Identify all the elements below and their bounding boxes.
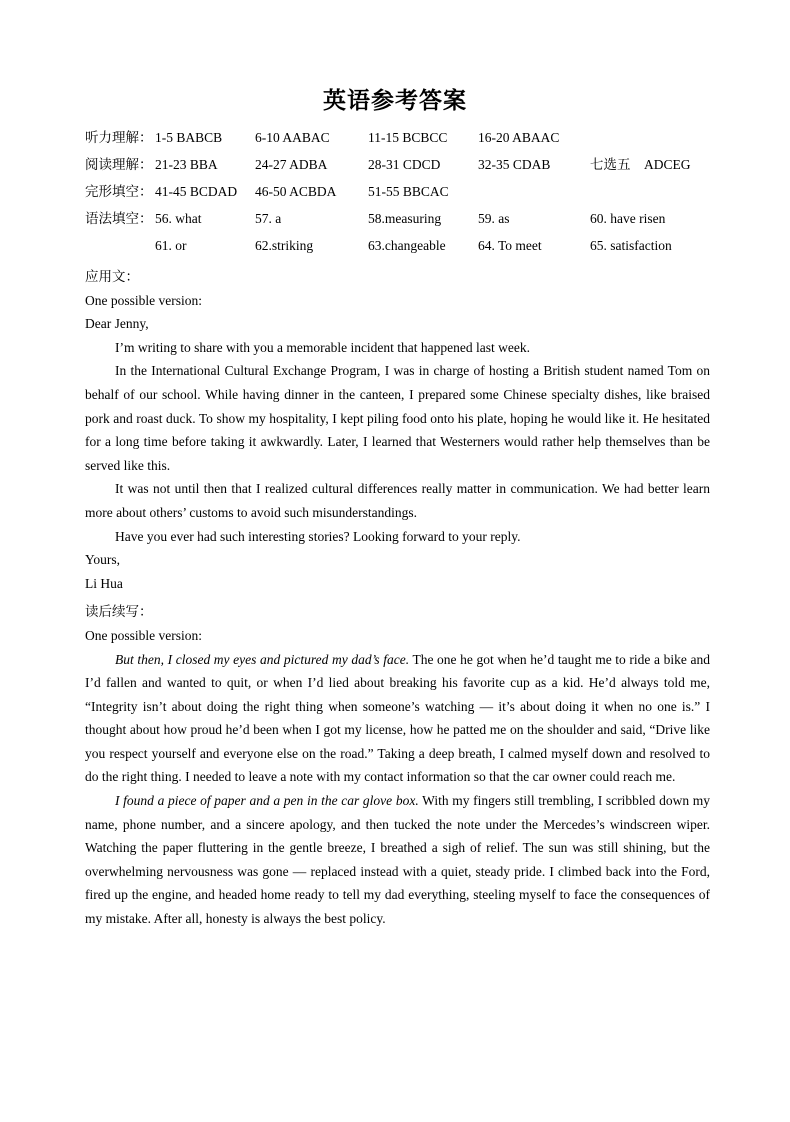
answer-cell	[590, 124, 790, 151]
letter-salutation: Dear Jenny,	[85, 316, 149, 332]
letter-paragraph: Have you ever had such interesting stories? Looking forward to your reply.	[115, 528, 521, 544]
answer-cell: 6-10 AABAC	[255, 130, 330, 145]
paragraph-body: The one he got when he’d taught me to ride a bike and I’d fallen and wanted to quit, or when I’d lied about breaking his favorite cup as a kid. He’d always told me, “Integrity isn’t about doing the right thing when someone’s watching — it’s about doing it when no one is.” I thought about how proud he’d been when I got my license, how he patted me on the shoulder and said, “Drive like you respect yourself and everyone else on the road.” Taking a deep breath, I calmed myself down and resolved to do the right thing. I needed to leave a note with my contact information so that the car owner could reach me.	[85, 651, 710, 785]
continuation-writing-section	[85, 600, 710, 930]
answer-cell	[478, 178, 590, 205]
applied-writing-version-label: One possible version:	[85, 292, 202, 308]
answer-cell: 59. as	[478, 211, 510, 226]
paragraph-lead-sentence: I found a piece of paper and a pen in the car glove box.	[115, 793, 419, 809]
answer-cell	[590, 178, 790, 205]
answer-cell: 11-15 BCBCC	[368, 130, 448, 145]
letter-paragraph: In the International Cultural Exchange Program, I was in charge of hosting a British student named Tom on behalf of our school. While having dinner in the canteen, I prepared some Chinese specialty dishes, like braised pork and roast duck. To show my hospitality, I kept piling food onto his plate, hoping he would like it. He hesitated for a long time before taking it awkwardly. Later, I learned that Westerners would rather help themselves than be served like this.	[85, 363, 710, 473]
answer-row-label: 阅读理解：	[85, 157, 153, 172]
answer-cell: 61. or	[155, 238, 187, 253]
letter-closing: Yours,	[85, 552, 121, 568]
answer-row-label: 完形填空：	[85, 184, 153, 199]
answer-row-cloze	[85, 178, 790, 205]
answer-cell: 46-50 ACBDA	[255, 184, 337, 199]
answer-cell: 24-27 ADBA	[255, 157, 328, 172]
answer-cell: 63.changeable	[368, 238, 446, 253]
answer-cell: 60. have risen	[590, 211, 666, 226]
answer-cell: 28-31 CDCD	[368, 157, 441, 172]
continuation-paragraph	[85, 789, 710, 931]
answer-row-label: 语法填空：	[85, 211, 153, 226]
letter-paragraph: It was not until then that I realized cultural differences really matter in communication. We had better learn more about others’ customs to avoid such misunderstandings.	[85, 481, 710, 520]
letter-signature: Li Hua	[85, 575, 123, 591]
paragraph-lead-sentence: But then, I closed my eyes and pictured my dad’s face.	[115, 651, 410, 667]
page-title: 英语参考答案	[323, 88, 467, 113]
applied-writing-label: 应用文：	[85, 269, 139, 284]
answer-cell: 64. To meet	[478, 238, 542, 253]
answer-row-reading	[85, 151, 790, 178]
answer-row-listening	[85, 124, 790, 151]
answer-cell: 65. satisfaction	[590, 238, 672, 253]
continuation-paragraph	[85, 648, 710, 790]
answer-row-grammar-1	[85, 205, 790, 232]
continuation-writing-label: 读后续写：	[85, 604, 153, 620]
answer-cell: 51-55 BBCAC	[368, 184, 449, 199]
answer-cell: 62.striking	[255, 238, 314, 253]
paragraph-body: With my fingers still trembling, I scribbled down my name, phone number, and a sincere apology, and then tucked the note under the Mercedes’s windscreen wiper. Watching the paper fluttering in the gentle breeze, I breathed a sigh of relief. The sun was still shining, but the overwhelming nervousness was gone — replaced instead with a quiet, steady pride. I climbed back into the Ford, fired up the engine, and headed home ready to tell my dad everything, steeling myself to face the consequences of my mistake. After all, honesty is always the best policy.	[85, 793, 710, 927]
answer-cell: 56. what	[155, 211, 202, 226]
answer-cell: 58.measuring	[368, 211, 442, 226]
answer-cell: 41-45 BCDAD	[155, 184, 238, 199]
answer-row-label: 听力理解：	[85, 130, 153, 145]
answer-cell: 16-20 ABAAC	[478, 130, 560, 145]
answer-cell: 七选五 ADCEG	[590, 157, 691, 172]
answer-cell: 1-5 BABCB	[155, 130, 223, 145]
continuation-version-label: One possible version:	[85, 627, 202, 643]
answer-cell: 21-23 BBA	[155, 157, 218, 172]
answer-cell: 57. a	[255, 211, 282, 226]
answer-cell: 32-35 CDAB	[478, 157, 551, 172]
answer-row-grammar-2	[85, 232, 790, 259]
letter-paragraph: I’m writing to share with you a memorable incident that happened last week.	[115, 339, 530, 355]
answer-row-label	[85, 232, 155, 259]
answer-key-table	[85, 124, 790, 259]
applied-writing-section	[85, 265, 710, 595]
